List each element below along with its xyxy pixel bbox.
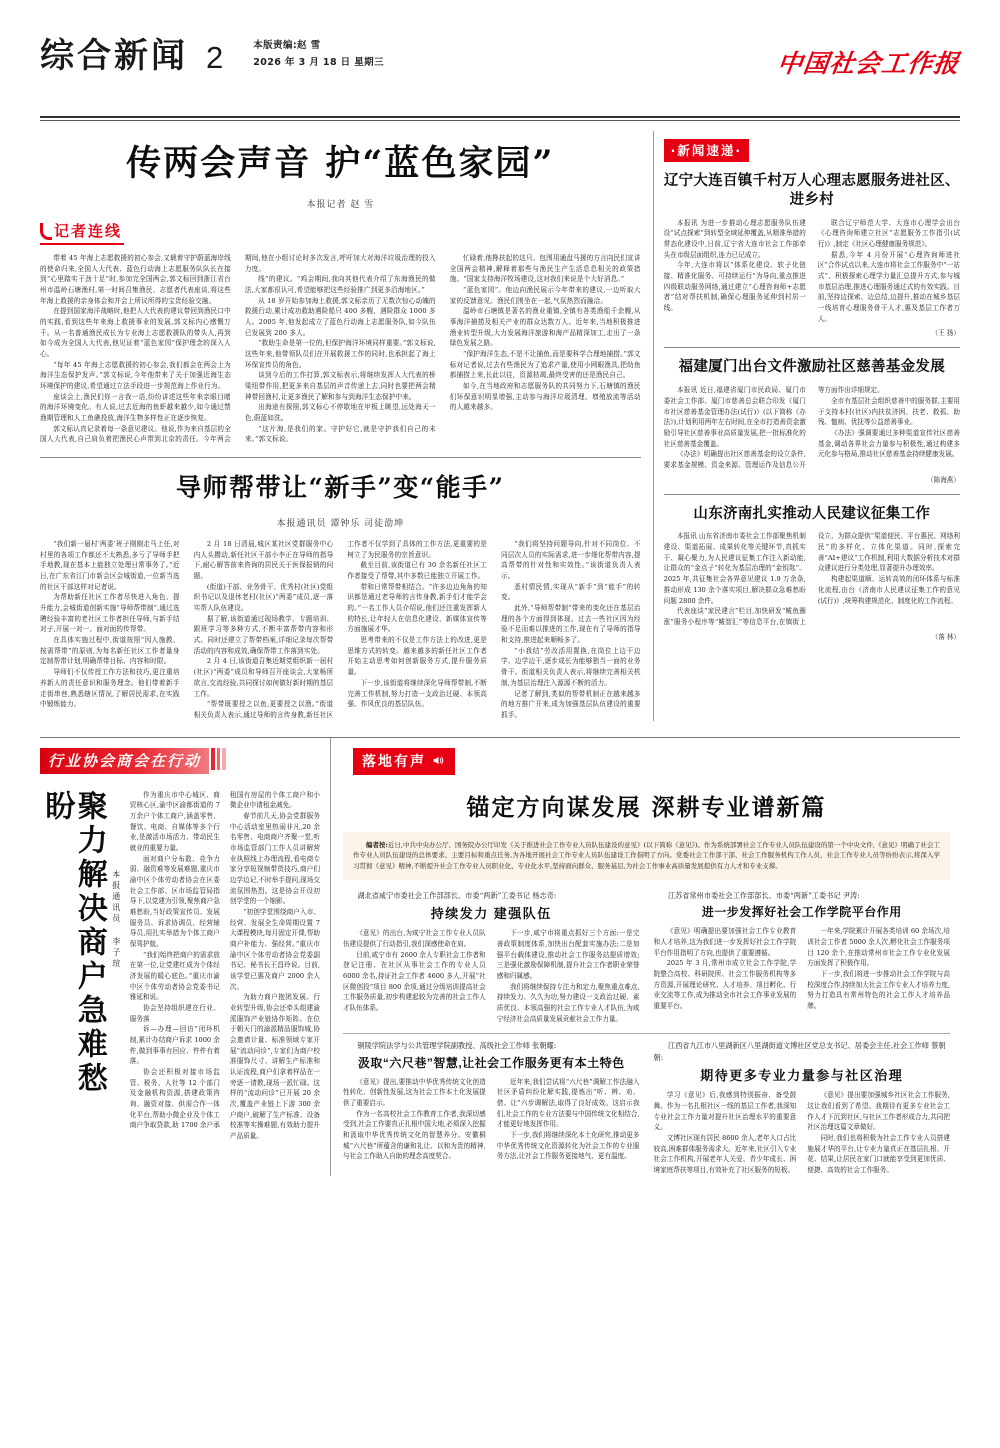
voice-cell xyxy=(343,890,640,1025)
voice-body xyxy=(654,1090,951,1175)
masthead-rule xyxy=(40,116,960,118)
voice-paragraph: 目前,咸宁市有 2600 余人专职社会工作者和登记注册、在社区从事社会工作的专业人员 6000 余名,持证社会工作者 4600 多人,开展“社区微创投”项目 800 余项,通过分级培训提高社会工作服务质量,初步构建起较为完善的社会工作人才队伍体系。 xyxy=(343,950,486,1012)
voice-paragraph: 《意见》提出,要推动中华优秀传统文化创造性转化、创新性发展,这为社会工作本土化发展提供了重要启示。 xyxy=(343,1077,486,1108)
voice-banner-label: 落地有声 xyxy=(362,753,426,770)
second-paragraph: “我们将坚持问题导向,针对不同岗位、不同层次人员的实际需求,进一步细化帮带内容,提高帮带的针对性和实效性。”该街道负责人表示。 xyxy=(500,540,641,581)
page-number: 2 xyxy=(206,40,224,76)
second-paragraph: 下一步,该街道将继续深化导师帮带制,不断完善工作机制,努力打造一支政治过硬、本领高强、作风优良的基层队伍。 xyxy=(347,678,487,709)
voice-paragraph: 作为一名高校社会工作教育工作者,我深切感受到,社会工作要真正扎根中国大地,必须深入挖掘和汲取中华优秀传统文化的智慧养分。安徽桐城“六尺巷”所蕴含的谦和礼让、以和为贵的精神,与社会工作助人自助的理念高度契合。 xyxy=(343,1109,486,1161)
speaker-icon xyxy=(431,754,446,767)
editor-note-label: 编者按: xyxy=(366,840,388,849)
rail-signature: （落 林） xyxy=(931,632,960,641)
bl-paragraph: 诉—办理—回访”闭环机制,累计办结商户诉求 1000 余件,做到事事有回应、件件有着落。 xyxy=(129,1025,220,1066)
rail-paragraph: 《办法》强调要通过多种渠道宣传社区慈善基金,调动各界社会力量参与积极性,通过构建多元化参与格局,推动社区慈善基金持续健康发展。 xyxy=(817,428,960,459)
editor-note-text: 近日,中共中央办公厅、国务院办公厅印发《关于推进社会工作专业人员队伍建设的意见》(以下简称《意见》)。作为系统部署社会工作专业人员队伍建设的第一个中央文件,《意见》明确了社会工作专业人员队伍建设的总体要求、主要目标和重点任务,为各地开展社会工作专业人员队伍建设工作指明了方向。党委社会工作部干部、社会工作服务机构工作人员、社会工作专业人员等纷纷表示,将深入学习贯彻《意见》精神,不断提升社会工作专业人员职业化、专业化水平,坚持面向群众、服务基层,为社会工作事业高质量发展提供有力人才和专业支撑。 xyxy=(353,840,940,870)
bl-paragraph: 春节前几天,协会党群服务中心活动室里热闹非凡,20 余名零售、电商商户齐聚一堂,听市场监管部门工作人员讲解营业执照线上办理流程,看电商专家分享短视频带货技巧,商户们边学边记,不时举手提问,现场交流氛围热烈。这是协会开设初创学堂的一个缩影。 xyxy=(229,811,320,906)
voice-paragraph: 我们将继续保持专注力和定力,聚焦重点难点,持续发力、久久为功,努力建设一支政治过硬、素质优良、本领高强的社会工作专业人才队伍,为咸宁经济社会高质量发展贡献社会工作力量。 xyxy=(496,982,640,1023)
editor-line: 本版责编:赵 雪 xyxy=(253,40,321,51)
rail-paragraph: 据悉,今年 4 月份开展“心理咨询师进社区”合作试点以来,大连市将社会工作服务中“一站式”、积极探索心理学力量汇总提升方式,参与城市基层治理,推进心理服务通过式的有效实践。目前,坚持边探索、边总结,边提升,推动在城乡基层一线培育心理服务骨干人才,惠及基层工作者万人。 xyxy=(817,250,960,323)
voice-paragraph: 一年来,学院累计开展各类培训 60 余场次,培训社会工作者 5000 余人次,孵化社会工作服务项目 120 余个,在推动常州市社会工作专业化发展方面发挥了积极作用。 xyxy=(807,927,950,968)
rail-paragraph: 构建起渠道顺、运转高效的闭环体系与标准化流程,由台《济南市人民建议征集工作的意见(试行)》,统筹构建规范化、制度化的工作流程。 xyxy=(817,575,960,605)
masthead xyxy=(40,38,960,110)
section-title: 综合新闻 xyxy=(40,36,188,77)
bl-paragraph: 协会坚持组织建在行业、服务落 xyxy=(129,1003,220,1023)
rail-headline: 福建厦门出台文件激励社区慈善基金发展 xyxy=(678,358,946,376)
bottom-left-column xyxy=(40,738,330,1176)
bl-paragraph: 协会还积极对接市场监管、税务、人社等 12 个部门及金融机构资源,搭建政策咨询、融资对接、供需合作一体化平台,帮助小微企业及个体工商户争取贷款,助 1700 余户承租国有房屋的个体工商户和小微企业申请租金减免。 xyxy=(129,790,320,1130)
industry-association-banner xyxy=(40,748,228,774)
voice-banner-row xyxy=(343,738,950,775)
lead-body-columns xyxy=(40,253,641,445)
voice-cell xyxy=(343,1040,640,1175)
lead-paragraph: 带着 45 年海上志愿救援的初心参会,又载着守护蔚蓝海岸线的使命归来,全国人大代表、蓝色行动海上志愿服务队队长在接到“心里踏实干劲十足”时,参加完全国两会,郭文标回到浙江省台州市温岭石塘渔村,第一时间召集渔民、志愿者代表座谈,将这些年海上救援的亲身体会和并会上所议所得的宝贵经验交融。 xyxy=(40,254,231,305)
second-paragraph: 2 月 18 日清晨,城区某社区党群服务中心内人头攒动,新任社区干部小李正在导师的指导下,耐心解答前来咨询的居民关于医保报销的问题。 xyxy=(193,540,334,581)
voice-title: 持续发力 建强队伍 xyxy=(430,906,552,922)
rail-divider xyxy=(664,494,960,495)
voice-paragraph: 下一步,我们将继续深化本土化研究,推动更多中华优秀传统文化资源转化为社会工作的专业服务方法,让社会工作服务更接地气、更有温度。 xyxy=(496,1131,640,1161)
voice-paragraph: 2025 年 3 月,常州市成立社会工作学院,学院整合高校、科研院所、社会工作服务机构等多方资源,开展理论研究、人才培养、项目孵化、行业交流等工作,成为推动全市社会工作事业发展的重要平台。 xyxy=(653,959,797,1010)
rail-paragraph: 全市有基层社会组织慈善中的服务群,主要用于支持本村(社区)内扶贫济困、扶老、救孤、助残、恤病、优抚等公益慈善事业。 xyxy=(817,396,960,427)
second-paragraph: 截至目前,该街道已有 30 余名新任社区工作者接受了帮带,其中多数已能独立开展工作。 xyxy=(347,561,487,581)
lead-paragraph: “每年 45 年海上志愿救援的初心参会,我们都会在两会上为海洋生态保护发声。”郭文标说,今年他带来了关于加强近海生态环境保护的建议,希望通过立法手段进一步规范海上作业行为。 xyxy=(40,360,231,391)
second-paragraph: 悉村情民情,实现从“新手”到“能手”的转变。 xyxy=(500,582,641,602)
news-rail xyxy=(664,121,960,721)
voices-grid-divider xyxy=(343,1033,950,1034)
vertical-byline: 本报通讯员 李子瑄 xyxy=(111,869,121,970)
voice-body xyxy=(343,928,640,1024)
voice-title: 期待更多专业力量参与社区治理 xyxy=(700,1068,904,1084)
news-express-badge: ·新闻速递· xyxy=(664,139,750,162)
masthead-left xyxy=(40,36,384,77)
second-paragraph: 思考带来的不仅是工作方法上的改进,更是思维方式的转变。越来越多的新任社区工作者开始主动思考如何创新服务方式,提升服务质量。 xyxy=(347,636,487,677)
bl-paragraph: “我们始终把商户的需求放在第一位,让党建红成为个体经济发展的暖心底色。”重庆市渝中区个体劳动者协会党委书记雅延和说。 xyxy=(129,950,220,1002)
second-paragraph: “我们新一届村‘两委’班子刚刚走马上任,对村里的各项工作都还不太熟悉,多亏了导师手把手地教,现在基本上能独立处理日常事务了。”近日,在广东省江门市新会区会城街道,一位新当选的社区干部这样对记者说。 xyxy=(40,540,180,591)
rail-paragraph: 《办法》明确提出社区慈善基金的设立条件,要求基金规模、资金来源、管理运作及信息公开等方面作出详细规定。 xyxy=(663,386,884,469)
rail-signature: （陈海燕） xyxy=(927,475,960,484)
second-body-columns xyxy=(40,539,641,720)
lead-paragraph: 在提到国家海洋战略时,他把人大代表的建议带回到渔民口中的实践,看到这些年来海上救援事业的发展,郭文标内心感慨万千。从一名普通渔民成长为专业海上志愿救援队的带头人,再到如今成为全国人大代表,他见证着“蓝色家园”保护理念的深入人心。 xyxy=(40,307,231,359)
voice-title: 汲取“六尺巷”智慧,让社会工作服务更有本土特色 xyxy=(357,1055,625,1070)
rail-headline: 山东济南扎实推动人民建议征集工作 xyxy=(693,504,931,522)
editor-note-box xyxy=(343,832,950,880)
voice-paragraph: 同时,我们也将积极为社会工作专业人员搭建施展才华的平台,让专业力量真正在基层扎根、开花、结果,让居民在家门口就能享受到更加优质、便捷、高效的社会工作服务。 xyxy=(807,1133,950,1174)
masthead-meta xyxy=(253,38,384,73)
industry-banner-label: 行业协会商会在行动 xyxy=(40,748,209,774)
voices-grid xyxy=(343,890,950,1176)
voice-paragraph: 文博社区现有居民 8600 余人,老年人口占比较高,困难群体服务需求大。近年来,社区引入专业社会工作机构,开展老年人关爱、青少年成长、困境家庭帮扶等项目,有效补充了社区服务的短板。 xyxy=(653,1133,797,1174)
second-paragraph: 2 月 4 日,该街道召集近期党组织新一届村(社区)“两委”成员和导师召开座谈会,大家畅所欲言,交流经验,共同探讨如何做好新时期的基层工作。 xyxy=(193,657,334,698)
lead-paragraph: “救助生命是第一位的,但保护海洋环境同样重要。”郭文标说,这些年来,他带领队员们在开展救援工作的同时,也承担起了海上环保宣传员的角色。 xyxy=(244,339,436,369)
lead-paragraph: 座谈会上,渔民们你一言我一语,纷纷讲述这些年来亲眼目睹的海洋环境变化。有人说,过去近海的鱼虾越来越少,如今通过禁渔期管理和人工鱼礁投放,海洋生物多样性正在逐步恢复。 xyxy=(40,392,231,423)
second-paragraph: “帮带既要授之以鱼,更要授之以渔。”街道相关负责人表示,通过导师的言传身教,新任社区工作者不仅学到了具体的工作方法,更重要的是树立了为民服务的宗旨意识。 xyxy=(193,540,487,719)
rail-paragraph: 代表座谈“家民建言”栏目,加快研发“鲅鱼圈涨”服务小程序等“鲅智汇”等信息平台,在镇街上设立、为群众提供“渠道便民、平台惠民、网络利民”的多样化、立体化渠道。同时,探索完善“AI+建议”工作机制,利用大数据分析技术对群众建议进行分类处理,显著提升办理效率。 xyxy=(663,532,960,626)
rail-divider xyxy=(664,347,960,348)
voice-cell xyxy=(654,890,951,1025)
voice-paragraph: 下一步,我们将进一步推动社会工作学院与高校深度合作,持续加大社会工作专业人才培养力度,努力打造具有常州特色的社会工作人才培养品牌。 xyxy=(807,969,950,1010)
voice-body xyxy=(343,1077,640,1162)
rail-paragraph: 今年,大连市将以“体系化建设、软子化链接、精准化服务、可持续运行”为导向,重点推进四级联动服务网络,通过建立“心理咨询师+志愿者”结对帮扶机制,确保心理服务延伸到村居一线。 xyxy=(663,261,806,313)
lead-paragraph: 出海途有探照,郭文标心不停歇地在甲板上眺望,远处海天一色,蔚蓝如洗。 xyxy=(244,403,436,423)
rail-body xyxy=(664,385,960,470)
lead-paragraph: “蓝色家园”。他边向渔民展示今年带来的建议,一边听取大家的反馈意见。渔民们围坐在一起,气氛热烈而融洽。 xyxy=(449,286,641,305)
lead-paragraph: “保护海洋生态,不是不让捕鱼,而是要科学合理地捕捞。”郭文标对记者说,过去有些渔民为了追求产量,使用小网眼渔具,把幼鱼都捕捞上来,长此以往，资源枯竭,最终受害的还是渔民自己。 xyxy=(449,350,641,380)
date-line: 2026 年 3 月 18 日 星期三 xyxy=(253,56,384,68)
lead-paragraph: 如今,在当地政府和志愿服务队的共同努力下,石塘镇的渔民们环保意识明显增强,主动参与海洋垃圾清理、增殖放流等活动的人越来越多。 xyxy=(449,382,641,412)
voice-title: 进一步发挥好社会工作学院平台作用 xyxy=(701,905,902,920)
lead-paragraph: “这片海,是我们的家。守护好它,就是守护我们自己的未来。”郭文标说。 xyxy=(244,424,436,444)
lead-paragraph: 谈到今后的工作打算,郭文标表示,将继续发挥人大代表的桥梁纽带作用,把更多来自基层的声音传递上去,同时也要把两会精神带回渔村,让更多渔民了解和参与到海洋生态保护中来。 xyxy=(244,371,436,401)
reporter-hotline-tag: 记者连线 xyxy=(40,220,124,245)
lead-tag-row xyxy=(40,220,641,249)
vertical-headline: 聚力解决商户急难愁盼 xyxy=(39,789,107,1096)
rail-signature: （王 扬） xyxy=(931,329,960,338)
feature-headline: 锚定方向谋发展 深耕专业谱新篇 xyxy=(466,793,827,821)
vertical-headline-block xyxy=(40,790,320,1142)
bl-paragraph: “初创学堂围绕商户入市、经营、发展全生命周期设置 7 大课程模块,每月固定开课,帮助商户补能力、强经营。”重庆市渝中区个体劳动者协会党委副书记、秘书长王昌玲说。目前,该学堂已惠及商户 2000 余人次。 xyxy=(229,907,320,991)
second-paragraph: “小我结”劳改活用置换,在岗位上边干边学、边学边干,逐步成长为能够独当一面的业务骨干。街道相关负责人表示,将继续完善相关机制,为基层治理注入源源不断的活力。 xyxy=(500,646,641,687)
bl-paragraph: 面对商户分布散、竞争力弱、融资难等发展难题,重庆市渝中区个体劳动者协会在区委社会工作部、区市场监管局指导下,以党建为引领,聚焦商户急难愁盼,当好政策宣传员、发展服务员、诉求协调员、经营辅导员,用扎实举措为个体工商户保驾护航。 xyxy=(129,854,220,948)
newspaper-page xyxy=(0,38,1000,1448)
lead-headline: 传两会声音 护“蓝色家园” xyxy=(126,143,555,184)
second-paragraph: 此外,“导师帮带制”带来的变化还在基层治理的各个方面得到体现。过去一些社区因为经验不足而难以推进的工作,现在有了导师的指导和支持,推进起来顺畅多了。 xyxy=(500,604,641,645)
voice-paragraph: 学习《意见》后,我感到特别振奋、备受鼓舞。作为一名扎根社区一线的基层工作者,我深知专业社会工作力量对提升社区治理水平的重要意义。 xyxy=(653,1091,797,1132)
lead-paragraph: 郭文标认真记录着每一条意见建议。他说,作为来自基层的全国人大代表,自己肩负着把渔民心声带到北京的责任。今年两会期间,他在小组讨论时多次发言,呼吁加大对海洋垃圾治理的投入力度。 xyxy=(40,254,436,444)
lead-byline: 本报记者 赵 雪 xyxy=(306,200,375,210)
second-paragraph: (街道)干部、业务骨干、优秀村(社区)党组织书记以及退休老村(社区)“两委”成员,逐一落实帮人队伍建设。 xyxy=(193,582,334,613)
second-paragraph: 带和日常帮带相结合。“许多边边角角的知识都是通过老导师的言传身教,新手们才能学会的。”一名工作人员介绍说,他们还注重发挥新人的特长,让年轻人在信息化建设、新媒体宣传等方面施展才华。 xyxy=(347,582,487,634)
voice-intro: 湖北省咸宁市委社会工作部部长、市委“两新”工委书记 杨志奇: xyxy=(357,890,557,900)
voice-cell xyxy=(654,1040,951,1175)
second-paragraph: 据了解,该街道通过现场教学、专题培训、跟班学习等多种方式,不断丰富帮带内容和形式。同时还建立了帮带档案,详细记录每次帮带活动的内容和成效,确保帮带工作落到实处。 xyxy=(193,614,334,655)
second-paragraph: 记者了解到,类似的帮带机制正在越来越多的地方推广开来,成为加强基层队伍建设的重要抓手。 xyxy=(500,689,641,719)
voice-paragraph: 《意见》明确提出要加强社会工作专业教育和人才培养,这为我们进一步发挥好社会工作学院平台作用指明了方向,也提供了重要遵循。 xyxy=(653,927,797,957)
rail-paragraph: 本报讯 为进一步推动心理志愿服务队伍建设“试点探索”到转型全域延伸覆盖,从精准举措的常态化建设中,日前,辽宁省大连市社会工作部牵头在市级层面组织,连力已记成立。 xyxy=(663,218,806,259)
bottom-right-column xyxy=(330,738,950,1176)
voice-intro: 铜陵学院法学与公共管理学院副教授、高级社会工作师 张朝耀: xyxy=(357,1041,557,1051)
landing-voice-banner xyxy=(353,748,455,775)
voice-paragraph: 《意见》的出台,为咸宁社会工作专业人员队伍建设提供了行动指引,我们深感使命在肩。 xyxy=(343,929,486,948)
lead-paragraph: 从 18 岁开始参加海上救援,郭文标亲历了无数次惊心动魄的救援行动,累计成功救助遇险船只 400 多艘、遇险群众 1000 多人。2005 年,他发起成立了蓝色行动海上志愿服务队,如今队伍已发展到 200 多人。 xyxy=(244,296,436,337)
column-divider xyxy=(653,131,654,721)
rail-paragraph: 本报讯 山东省济南市委社会工作部聚焦机制建设、渠道拓展、成果转化等关键环节,真抓实干、凝心聚力,为人民建议征集工作注入新动能,让群众的“金点子”转化为基层治理的“金钥匙”。2025 年,共征集社会各界意见建议 1.9 万余条,推动形成 130 余个落实项目,解决群众急难愁盼问题 2800 余件。 xyxy=(663,532,806,605)
bottom-left-body-top xyxy=(130,790,320,1142)
voice-body xyxy=(654,926,951,1011)
paper-logo: 中国社会工作报 xyxy=(775,49,962,78)
voice-paragraph: 近年来,我们尝试将“六尺巷”调解工作法融入社区矛盾纠纷化解实践,提炼出“听、辨、劝、借、让”六步调解法,取得了良好成效。这启示我们,社会工作的专业方法要与中国传统文化相结合,才能更好地发挥作用。 xyxy=(496,1077,640,1129)
lead-section-divider xyxy=(40,457,641,458)
rail-paragraph: 联合辽宁师范大学、大连市心理学会出台《心理咨询师建立社区“志愿服务工作指引(试行)》,制定《社区心理健康服务规范》。 xyxy=(817,218,960,249)
second-headline: 导师帮带让“新手”变“能手” xyxy=(176,473,505,503)
second-paragraph: 为帮助新任社区工作者尽快进入角色、提升能力,会城街道创新实施“导师帮带制”,通过选聘经验丰富的老社区工作者担任导师,与新手结对子,开展一对一、面对面的传帮带。 xyxy=(40,593,180,634)
bl-paragraph: 为助力商户抱团发展、行业转型升级,协会还牵头组建渝派服饰产业链协作矩阵。在位于朝天门的渝派精品服饰城,协会邀请计量、标准领域专家开展“流动问诊”,专家们为商户校准服饰尺寸、讲解生产标准和认证流程,商户们拿着样品在一旁逐一请教,现场一派忙碌。这样的“流动问诊”已开展 20 余次,覆盖产业链上下游 300 余户商户,破解了生产标准、设备校准等实操难题,有效助力提升产品质量。 xyxy=(229,993,320,1141)
second-byline: 本报通讯员 谭钟乐 司徒劭坤 xyxy=(276,519,405,530)
top-left-column xyxy=(40,121,653,721)
rail-body xyxy=(664,218,960,325)
top-area xyxy=(40,121,960,721)
lead-paragraph: 忙碌着,他搀扶起的这只、包围用通盘马援的方言向民们宣讲全国两会精神,解释着那些与渔民生产生活息息相关的政策措施。“国家支持海洋牧场建设,这对我们来说是个大好消息。” xyxy=(449,254,641,284)
rail-body xyxy=(664,531,960,627)
second-paragraph: 导师们不仅传授工作方法和技巧,更注重培养新人的责任意识和服务理念。他们带着新手走街串巷,熟悉辖区情况,了解居民需求,在实践中锻炼能力。 xyxy=(40,668,180,709)
voice-intro: 江西省九江市八里湖新区八里湖街道文博社区党总支书记、居委会主任,社会工作师 蔡朝朝: xyxy=(653,1041,946,1062)
bottom-area xyxy=(40,738,960,1176)
lead-paragraph: 温岭市石塘镇是著名的渔业重镇,全镇有各类渔船千余艘,从事海洋捕捞及相关产业的群众达数万人。近年来,当地积极推进渔业转型升级,大力发展海洋旅游和海产品精深加工,走出了一条绿色发展之路。 xyxy=(449,307,641,348)
banner-bars-decoration xyxy=(211,748,228,770)
voice-paragraph: 下一步,咸宁市将重点抓好三个方面:一是完善政策制度体系,加快出台配套实施办法;二是加强平台载体建设,推动社会工作服务站提质增效;三是强化激励保障机制,提升社会工作者职业荣誉感和归属感。 xyxy=(496,929,640,980)
second-paragraph: 在具体实施过程中,街道按照“因人施教、按需帮带”的原则,为每名新任社区工作者量身定制帮带计划,明确帮带目标、内容和时限。 xyxy=(40,636,180,666)
voice-paragraph: 《意见》提出要加强城乡社区社会工作服务,这让我们看到了希望。我期待有更多专业社会工作人才下沉到社区,与社区工作者形成合力,共同把社区治理这篇文章做好。 xyxy=(807,1091,950,1132)
lead-paragraph: 线”的建议。“鸡会期间,我向其他代表介绍了东海渔民的做法,大家都很认可,希望能够把这些经验推广到更多沿海地区。” xyxy=(244,275,436,295)
voice-intro: 江苏省常州市委社会工作部部长、市委“两新”工委书记 尹涛: xyxy=(667,890,860,900)
bl-paragraph: 作为重庆市中心城区、商贸核心区,渝中区渝都街道的 7 万余户个体工商户,涵盖零售、餐饮、电商、自媒体等多个行业,是激活市场活力、带动民生就业的重要力量。 xyxy=(129,790,220,852)
rail-paragraph: 本报讯 近日,福建省厦门市民政局、厦门市委社会工作部、厦门市慈善总会联合印发《厦门市社区慈善基金管理办法(试行)》(以下简称《办法》),计划利用两年左右时间,在全市打造善资金激励引导社区慈善事业高质量发展,把一批标准化的社区慈善基金覆盖。 xyxy=(663,386,806,448)
rail-headline: 辽宁大连百镇千村万人心理志愿服务进社区、进乡村 xyxy=(663,172,960,208)
